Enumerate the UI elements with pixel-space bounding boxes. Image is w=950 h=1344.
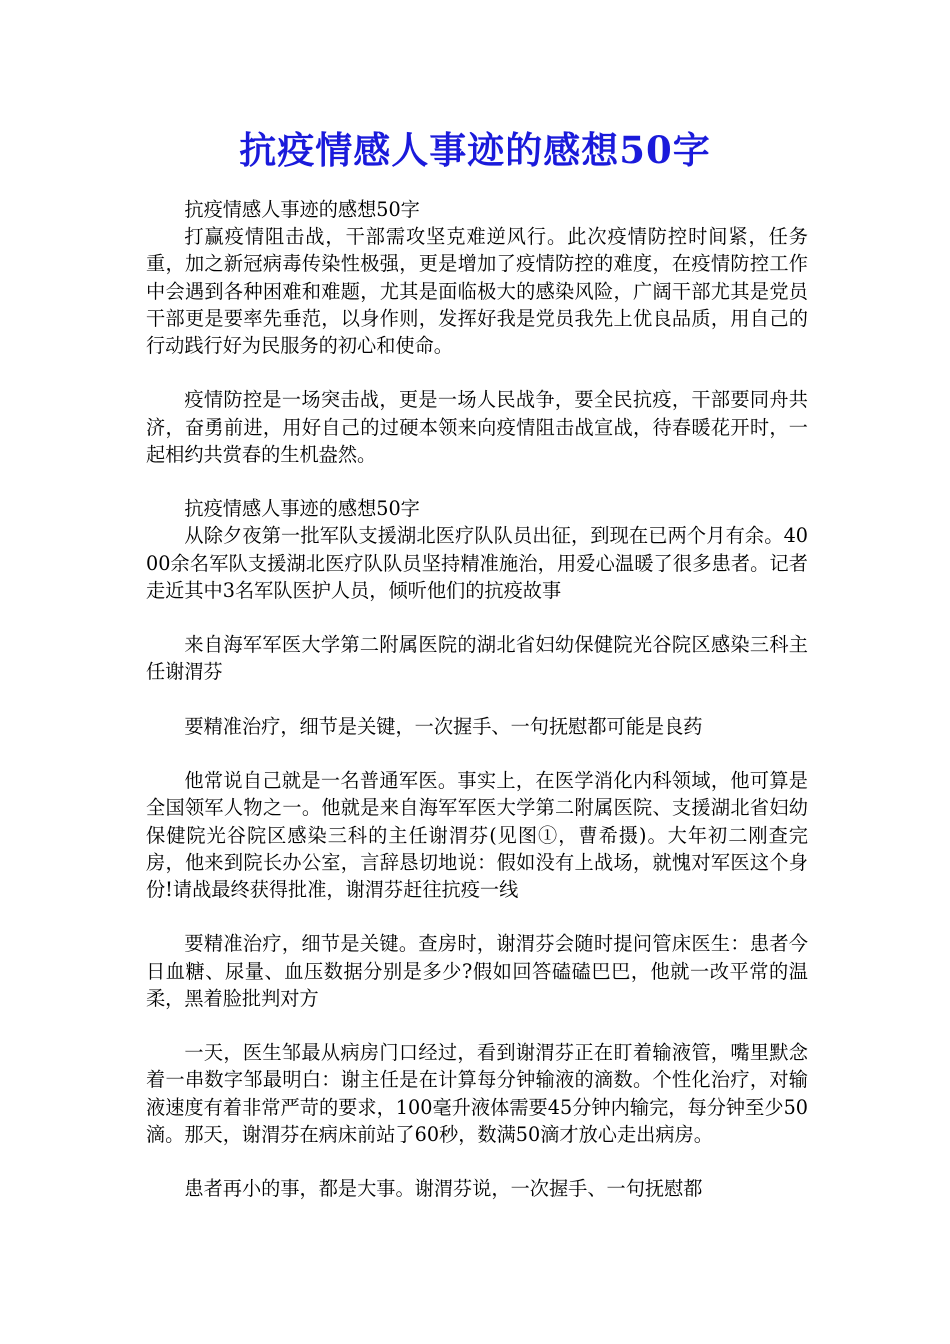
paragraph-spacer: [146, 604, 808, 631]
body-paragraph: 打赢疫情阻击战，干部需攻坚克难逆风行。此次疫情防控时间紧，任务重，加之新冠病毒传染性极强，更是增加了疫情防控的难度，在疫情防控工作中会遇到各种困难和难题，尤其是面临极大的感染风险，广阔干部尤其是党员干部更是要率先垂范，以身作则，发挥好我是党员我先上优良品质，用自己的行动践行好为民服务的初心和使命。: [146, 225, 808, 358]
paragraph-spacer: [146, 740, 808, 767]
body-paragraph: 来自海军军医大学第二附属医院的湖北省妇幼保健院光谷院区感染三科主任谢渭芬: [146, 633, 808, 684]
body-paragraph: 他常说自己就是一名普通军医。事实上，在医学消化内科领域，他可算是全国领军人物之一。他就是来自海军军医大学第二附属医院、支援湖北省妇幼保健院光谷院区感染三科的主任谢渭芬(见图①，曹希摄)。大年初二刚查完房，他来到院长办公室，言辞恳切地说：假如没有上战场，就愧对军医这个身份!请战最终获得批准，谢渭芬赶往抗疫一线: [146, 769, 808, 901]
body-paragraph: 从除夕夜第一批军队支援湖北医疗队队员出征，到现在已两个月有余。4000余名军队支援湖北医疗队队员坚持精准施治，用爱心温暖了很多患者。记者走近其中3名军队医护人员，倾听他们的抗疫故事: [146, 524, 808, 602]
body-paragraph: 患者再小的事，都是大事。谢渭芬说，一次握手、一句抚慰都: [184, 1177, 703, 1201]
paragraph-spacer: [146, 359, 808, 386]
paragraph-spacer: [146, 1148, 808, 1175]
paragraph-spacer: [146, 468, 808, 495]
body-paragraph: 要精准治疗，细节是关键，一次握手、一句抚慰都可能是良药: [184, 714, 703, 738]
paragraph-spacer: [146, 686, 808, 713]
section-heading: 抗疫情感人事迹的感想50字: [184, 497, 420, 521]
document-title: 抗疫情感人事迹的感想50字: [239, 128, 711, 172]
paragraph-spacer: [146, 903, 808, 930]
body-paragraph: 一天，医生邹最从病房门口经过，看到谢渭芬正在盯着输液管，嘴里默念着一串数字邹最明白：谢主任是在计算每分钟输液的滴数。个性化治疗，对输液速度有着非常严苛的要求，100毫升液体需要45分钟内输完，每分钟至少50滴。那天，谢渭芬在病床前站了60秒，数满50滴才放心走出病房。: [146, 1041, 808, 1146]
paragraph-spacer: [146, 1012, 808, 1039]
body-paragraph: 疫情防控是一场突击战，更是一场人民战争，要全民抗疫，干部要同舟共济，奋勇前进，用好自己的过硬本领来向疫情阻击战宣战，待春暖花开时，一起相约共赏春的生机盎然。: [146, 388, 808, 466]
body-paragraph: 要精准治疗，细节是关键。查房时，谢渭芬会随时提问管床医生：患者今日血糖、尿量、血压数据分别是多少?假如回答磕磕巴巴，他就一改平常的温柔，黑着脸批判对方: [146, 932, 808, 1010]
document-body: [146, 196, 808, 1202]
section-heading: 抗疫情感人事迹的感想50字: [184, 198, 420, 221]
